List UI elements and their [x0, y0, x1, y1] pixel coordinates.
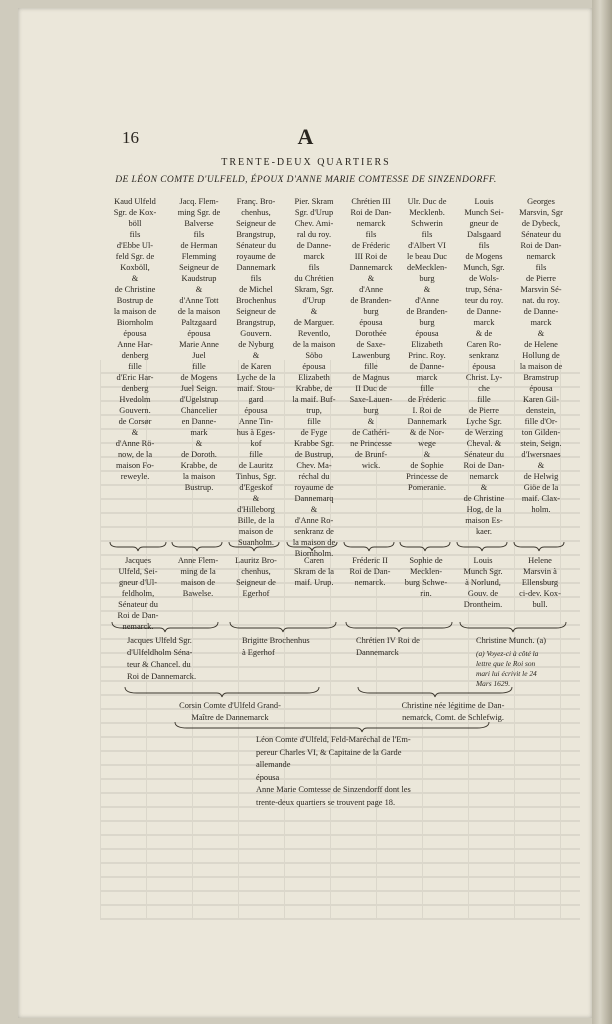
subject-entry: Léon Comte d'Ulfeld, Feld-Maréchal de l'Em- pereur Charles VI, & Capitaine de la Garde allemande épousa Anne Marie Comtesse de Sinzendorff dont les trente-deux quartiers se trouvent page 18. [256, 735, 411, 807]
parent-entry: Corsin Comte d'Ulfeld Grand- Maître de Dannemarck [179, 701, 281, 722]
signature-letter: A [297, 124, 315, 149]
brace [346, 622, 452, 632]
ancestor-top: Pier. Skram Sgr. d'Urup Chev. Ami- ral du roy. de Danne- marck fils du Chrétien Skram, Sgr. d'Urup & de Marguer. Reventlo, de la maison Söbo [292, 197, 336, 360]
page-subtitle: DE LÉON COMTE D'ULFELD, ÉPOUX D'ANNE MARIE COMTESSE DE SINZENDORFF. [115, 175, 497, 185]
brace [287, 542, 337, 551]
ancestor-top: Kaud Ulfeld Sgr. de Kox- böll fils d'Ebbe Ul- feld Sgr. de Koxböll, & de Christine Bostrup de la maison de Biornholm [113, 197, 157, 327]
ancestor-spouse: épousa Karen Gil- denstein, fille d'Or- ton Gilden- stein, Seign. d'Iwersnaes & de Helwig Giöe de la maif. Clax- holm. [520, 384, 562, 514]
ancestor-spouse: épousa Anne Tin- hus à Eges- kof fille de Lauritz Tinhus, Sgr. d'Egeskof & d'Hilleborg Bille, de la maison de Suanholm. [235, 406, 277, 547]
grandparent-entry: Christine Munch. (a) [476, 636, 547, 645]
ancestor-spouse: épousa Marie Anne Juel fille de Mogens Juel Seign. d'Ugelstrup Chancelier en Danne- mark & de Doroth. Krabbe, de la maison Bustrup. [179, 329, 219, 492]
brace [110, 542, 166, 551]
grandparent-entry: Jacques Ulfeld Sgr. d'Ulfeldholm Séna- teur & Chancel. du Roi de Dannemarck. [127, 636, 197, 681]
parent-entry: Christine née légitime de Dan- nemarck, Comt. de Schlefwig. [401, 701, 505, 722]
parent-entry: Fréderic II Roi de Dan- nemarck. [349, 556, 391, 587]
grandparent-entry: Brigitte Brochenhus à Egerhof [242, 636, 310, 657]
brace [457, 542, 507, 551]
brace [172, 542, 222, 551]
ancestor-top: Jacq. Flem- ming Sgr. de Balverse fils de Herman Flemming Seigneur de Kaudstrup & d'Anne Tott de la maison Paltzgaard [177, 197, 221, 327]
ancestor-top: Chrétien III Roi de Dan- nemarck fils de Fréderic III Roi de Dannemarck & d'Anne de Branden- burg [349, 197, 393, 316]
brace [229, 542, 279, 551]
brace [230, 622, 336, 632]
parent-entry: Louis Munch Sgr. à Norlund, Gouv. de Drontheim. [463, 556, 503, 609]
page-number: 16 [122, 128, 139, 147]
brace [344, 542, 394, 551]
brace [400, 542, 450, 551]
brace [125, 687, 319, 697]
ancestor-spouse: épousa Dorothée de Saxe- Lawenburg fille de Magnus II Duc de Saxe-Lauen- burg & de Cathéri- ne Princesse de Brunf- wick. [349, 318, 393, 470]
brace [460, 622, 566, 632]
ancestor-top: Ulr. Duc de Mecklenb. Schwerin fils d'Albert VI le beau Duc deMecklen- burg & d'Anne de Branden- burg [406, 197, 448, 327]
grandparent-entry: Chrétien IV Roi de Dannemarck [356, 636, 420, 657]
parent-entry: Sophie de Mecklen- burg Schwe- rin. [404, 556, 448, 598]
page-title: TRENTE-DEUX QUARTIERS [221, 157, 391, 168]
ancestor-spouse: épousa Anne Har- denberg fille d'Eric Har- denberg Hvedolm Gouvern. de Corsør & d'Anne Rö- now, de la maison Fo- reweyle. [115, 329, 155, 481]
ancestor-top: Georges Marsvin, Sgr de Dybeck, Sénateur du Roi de Dan- nemarck fils de Pierre Marsvin Sé- nat. du roy. de Danne- marck & de Helene Hollung de la maison de Bramstrup [519, 197, 563, 382]
brace [514, 542, 564, 551]
footnote: (a) Voyez-ci à côté la lettre que le Roi son mari lui écrivit le 24 Mars 1629. [476, 649, 539, 688]
parent-entry: Lauritz Bro- chenhus, Seigneur de Egerhof [235, 556, 277, 598]
ancestor-top: Louis Munch Sei- gneur de Dalsgaard fils de Mogens Munch, Sgr. de Wols- trup, Séna- teur du roy. de Danne- marck & de Caren Ro- senkranz [463, 197, 505, 360]
parent-entry: Caren Skram de la maif. Urup. [293, 556, 334, 587]
ancestor-spouse: épousa Elizabeth Krabbe, de la maif. Buf- trup, fille de Fyge Krabbe Sgr. de Bustrup, Chev. Ma- réchal du royaume de Dannemarq & d'Anne Ro- senkranz de la maison de Biornholm. [292, 362, 336, 558]
parent-entry: Anne Flem- ming de la maison de Bawelse. [177, 556, 219, 598]
parent-entry: Jacques Ulfeld, Sei- gneur d'Ul- feldholm, Sénateur du Roi de Dan- nemarck. [117, 556, 159, 631]
parent-entry: Helene Marsvin à Ellensburg ci-dev. Kox- bull. [519, 556, 561, 609]
ancestor-spouse: épousa Christ. Ly- che fille de Pierre Lyche Sgr. de Werzing Cheval. & Sénateur du Roi de Dan- nemarck & de Christine Hog, de la maison Es- kaer. [463, 362, 505, 536]
ancestor-top: Franç. Bro- chenhus, Seigneur de Brangstrup, Sénateur du royaume de Dannemark fils de Michel Brochenhus Seigneur de Brangstrup, Gouvern. de Nyburg & de Karen Lyche de la maif. Stou- gard [235, 197, 276, 404]
ancestor-spouse: épousa Elizabeth Princ. Roy. de Danne- marck fille de Fréderic I. Roi de Dannemark & de Nor- wege & de Sophie Princesse de Pomeranie. [406, 329, 448, 492]
